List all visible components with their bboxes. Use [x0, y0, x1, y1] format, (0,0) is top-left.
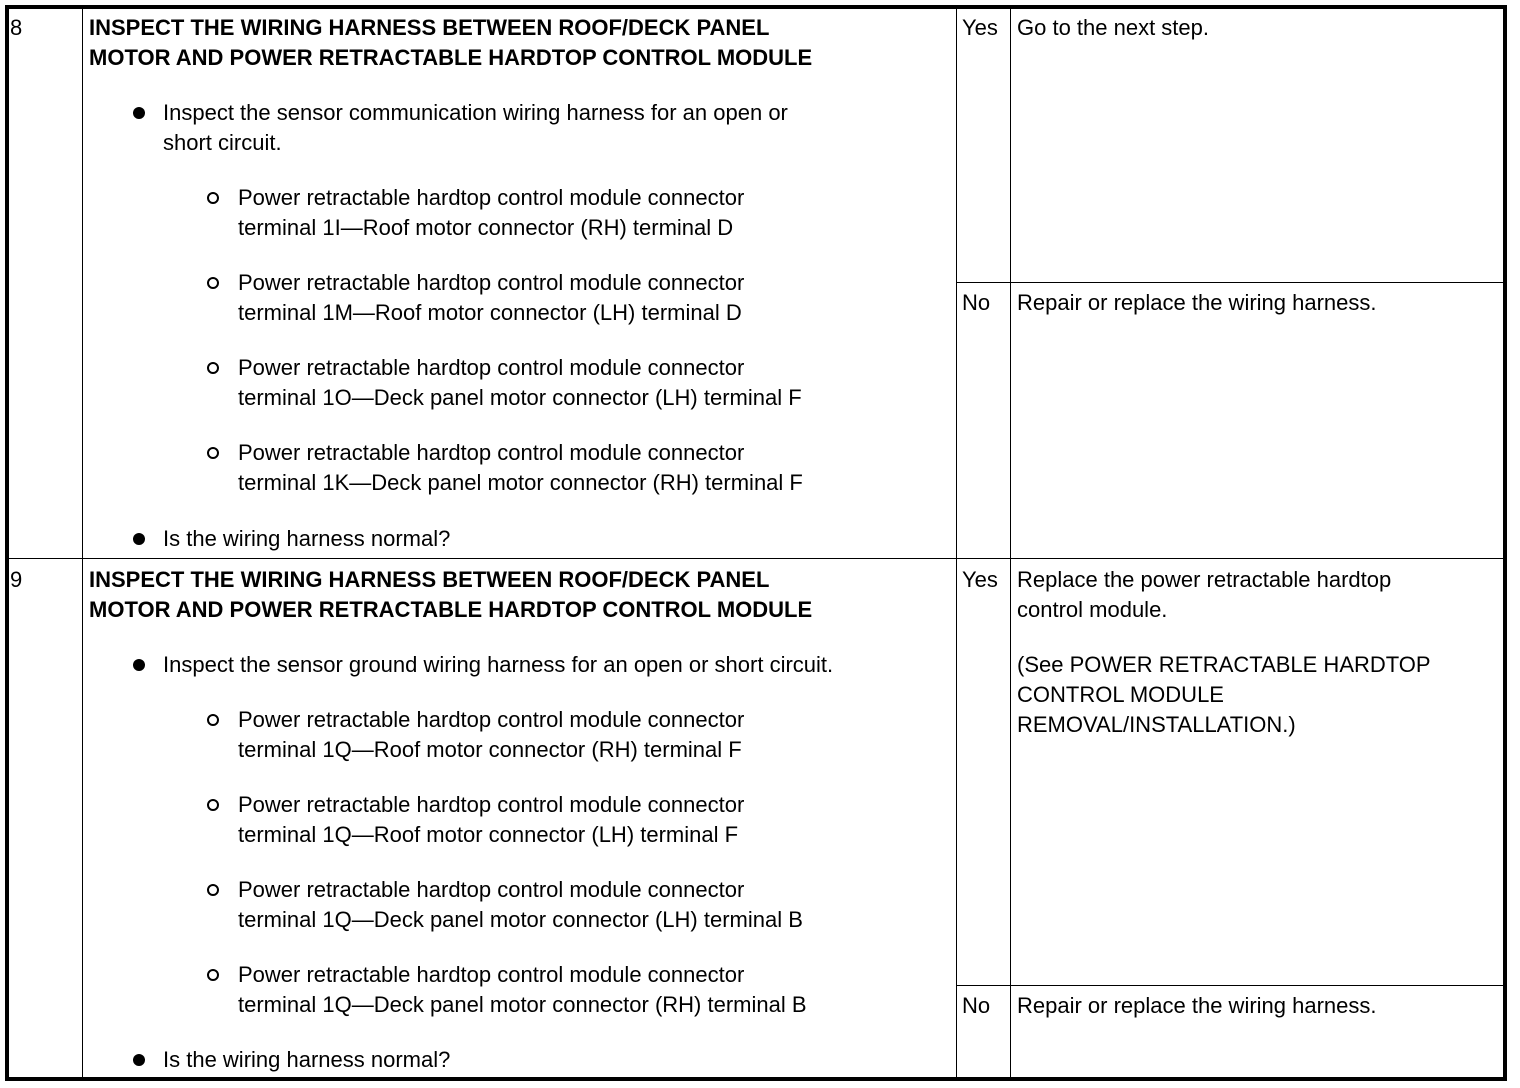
circle-bullet-icon: [207, 192, 219, 204]
yes-no-divider: [956, 282, 1506, 283]
question-text: Is the wiring harness normal?: [163, 526, 451, 551]
circle-bullet-icon: [207, 714, 219, 726]
column-divider: [82, 5, 83, 1081]
connector-check-text: Power retractable hardtop control module connector: [238, 877, 745, 902]
circle-bullet-icon: [207, 277, 219, 289]
connector-check-text: terminal 1K—Deck panel motor connector (RH) terminal F: [238, 470, 803, 495]
bullet-icon: [133, 107, 145, 119]
connector-check-text: Power retractable hardtop control module connector: [238, 962, 745, 987]
yes-no-divider: [956, 985, 1506, 986]
connector-check-text: terminal 1Q—Roof motor connector (LH) terminal F: [238, 822, 739, 847]
yes-label: Yes: [962, 15, 998, 40]
yes-label: Yes: [962, 567, 998, 592]
step-heading: MOTOR AND POWER RETRACTABLE HARDTOP CONTROL MODULE: [89, 45, 813, 70]
no-action-text: Repair or replace the wiring harness.: [1017, 290, 1377, 315]
connector-check-text: Power retractable hardtop control module connector: [238, 707, 745, 732]
instruction-text: Inspect the sensor communication wiring harness for an open or: [163, 100, 788, 125]
instruction-text: short circuit.: [163, 130, 282, 155]
circle-bullet-icon: [207, 884, 219, 896]
no-action-text: Repair or replace the wiring harness.: [1017, 993, 1377, 1018]
yes-action-text: Go to the next step.: [1017, 15, 1210, 40]
connector-check-text: Power retractable hardtop control module connector: [238, 355, 745, 380]
yes-action-text: Replace the power retractable hardtop: [1017, 567, 1392, 592]
connector-check-text: terminal 1Q—Deck panel motor connector (LH) terminal B: [238, 907, 803, 932]
connector-check-text: terminal 1Q—Roof motor connector (RH) terminal F: [238, 737, 742, 762]
column-divider: [956, 5, 957, 1081]
no-label: No: [962, 290, 991, 315]
step-heading: INSPECT THE WIRING HARNESS BETWEEN ROOF/DECK PANEL: [89, 15, 770, 40]
circle-bullet-icon: [207, 799, 219, 811]
circle-bullet-icon: [207, 362, 219, 374]
connector-check-text: Power retractable hardtop control module connector: [238, 270, 745, 295]
step-number: 9: [10, 567, 23, 592]
reference-text: CONTROL MODULE: [1017, 682, 1224, 707]
connector-check-text: terminal 1O—Deck panel motor connector (LH) terminal F: [238, 385, 802, 410]
reference-text: (See POWER RETRACTABLE HARDTOP: [1017, 652, 1431, 677]
bullet-icon: [133, 1054, 145, 1066]
instruction-text: Inspect the sensor ground wiring harness for an open or short circuit.: [163, 652, 834, 677]
connector-check-text: terminal 1M—Roof motor connector (LH) terminal D: [238, 300, 742, 325]
circle-bullet-icon: [207, 447, 219, 459]
no-label: No: [962, 993, 991, 1018]
step-number: 8: [10, 15, 23, 40]
row-divider: [5, 558, 1505, 559]
yes-action-text: control module.: [1017, 597, 1168, 622]
step-heading: INSPECT THE WIRING HARNESS BETWEEN ROOF/DECK PANEL: [89, 567, 770, 592]
bullet-icon: [133, 533, 145, 545]
question-text: Is the wiring harness normal?: [163, 1047, 451, 1072]
connector-check-text: terminal 1I—Roof motor connector (RH) terminal D: [238, 215, 734, 240]
connector-check-text: Power retractable hardtop control module connector: [238, 792, 745, 817]
column-divider: [1010, 5, 1011, 1081]
circle-bullet-icon: [207, 969, 219, 981]
reference-text: REMOVAL/INSTALLATION.): [1017, 712, 1296, 737]
bullet-icon: [133, 659, 145, 671]
connector-check-text: Power retractable hardtop control module connector: [238, 185, 745, 210]
step-heading: MOTOR AND POWER RETRACTABLE HARDTOP CONTROL MODULE: [89, 597, 813, 622]
connector-check-text: terminal 1Q—Deck panel motor connector (RH) terminal B: [238, 992, 807, 1017]
connector-check-text: Power retractable hardtop control module connector: [238, 440, 745, 465]
